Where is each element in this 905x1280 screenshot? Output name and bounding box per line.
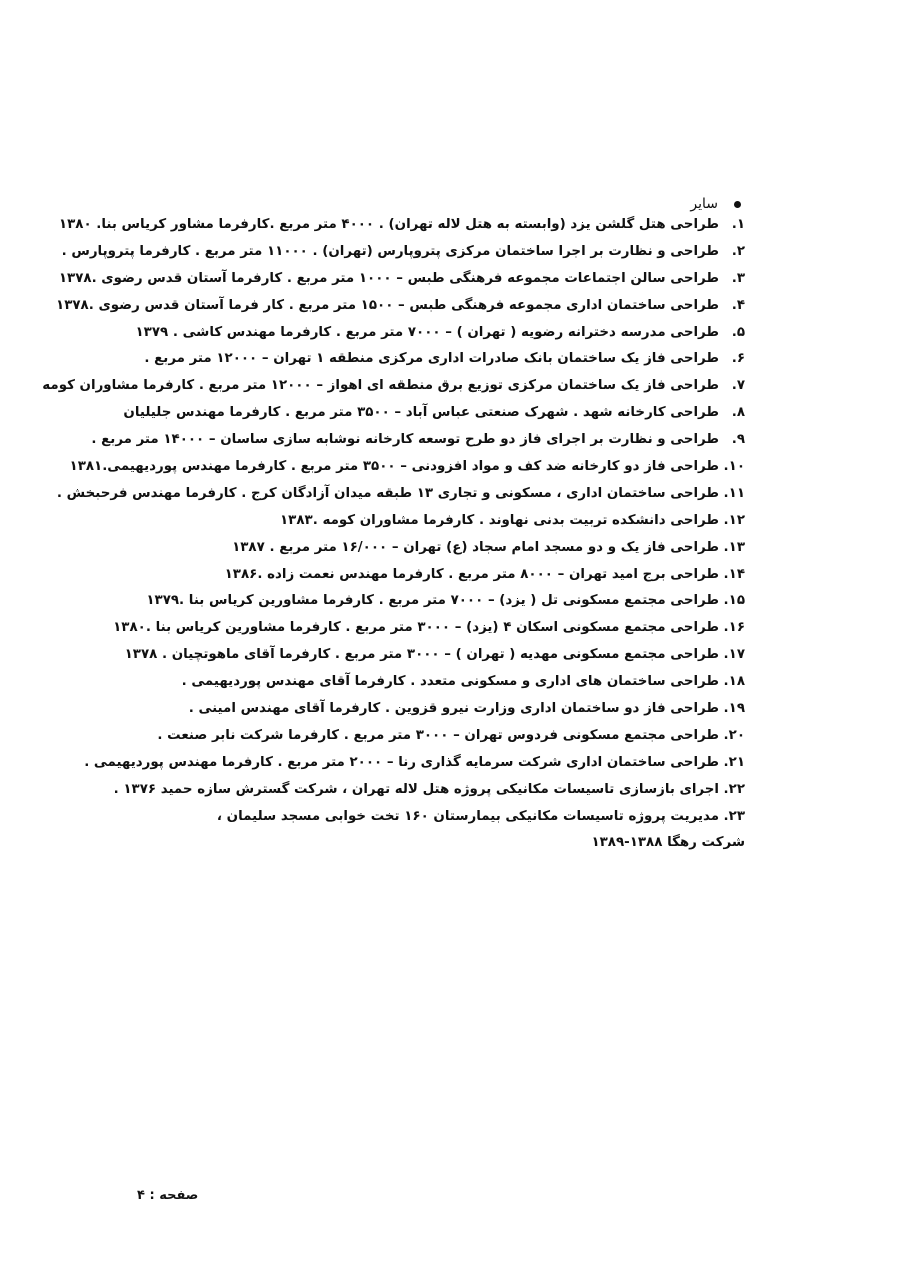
- list-item: [105, 782, 745, 809]
- list-item-text: طراحی فاز یک ساختمان مرکزی توزیع برق منطقه ای اهواز – ۱۲۰۰۰ متر مربع . کارفرما مشاوران کومه: [42, 378, 719, 394]
- list-item-text: طراحی ساختمان های اداری و مسکونی متعدد . کارفرما آقای مهندس پوردیهیمی .: [181, 674, 719, 690]
- list-item-number: ۱۸.: [723, 674, 745, 690]
- list-item: [58, 270, 745, 298]
- list-item: [105, 728, 745, 755]
- list-item-text: مدیریت پروژه تاسیسات مکانیکی بیمارستان ۱۶۰ تخت خوابی مسجد سلیمان ،: [216, 808, 719, 824]
- list-item: [105, 513, 745, 540]
- list-item-text: طراحی ساختمان اداری مجموعه فرهنگی طبس – ۱۵۰۰ متر مربع . کار فرما آستان قدس رضوی .۱۳۷۸: [56, 297, 719, 313]
- list-item: [105, 647, 745, 674]
- list-item-text: طراحی ساختمان اداری ، مسکونی و تجاری ۱۳ طبقه میدان آزادگان کرج . کارفرما مهندس فرحبخش .: [56, 485, 719, 501]
- list-item: [105, 325, 745, 352]
- list-item: [56, 297, 745, 325]
- list-item: [42, 378, 745, 405]
- list-item-text: طراحی مجتمع مسکونی اسکان ۴ (یزد) – ۳۰۰۰ متر مربع . کارفرما مشاورین کریاس بنا .۱۳۸۰: [113, 620, 719, 636]
- list-item-text: طراحی و نظارت بر اجرای فاز دو طرح توسعه کارخانه نوشابه سازی ساسان – ۱۴۰۰۰ متر مربع .: [91, 432, 719, 448]
- list-tail-text: شرکت رهگا ۱۳۸۸-۱۳۸۹: [591, 835, 745, 851]
- list-item-number: ۱۷.: [723, 647, 745, 663]
- list-item: [105, 701, 745, 728]
- list-item-text: طراحی فاز یک ساختمان بانک صادرات اداری مرکزی منطقه ۱ تهران – ۱۲۰۰۰ متر مربع .: [144, 351, 719, 367]
- list-item-text: طراحی هتل گلشن یزد (وابسته به هتل لاله تهران) . ۴۰۰۰ متر مربع .کارفرما مشاور کریاس بنا. ۱۳۸۰: [58, 217, 719, 232]
- list-item-number: ۷.: [731, 378, 745, 394]
- list-item-text: طراحی فاز دو کارخانه ضد کف و مواد افزودنی – ۳۵۰۰ متر مربع . کارفرما مهندس پوردیهیمی.۱۳۸۱: [69, 459, 719, 475]
- list-item-text: طراحی و نظارت بر اجرا ساختمان مرکزی پتروپارس (تهران) . ۱۱۰۰۰ متر مربع . کارفرما پتروپارس .: [61, 243, 719, 259]
- list-item-number: ۳.: [731, 270, 745, 286]
- list-item-number: ۱۶.: [723, 620, 745, 636]
- list-item: [58, 217, 745, 244]
- list-item-text: طراحی سالن اجتماعات مجموعه فرهنگی طبس – ۱۰۰۰ متر مربع . کارفرما آستان قدس رضوی .۱۳۷۸: [58, 270, 719, 286]
- list-item: [105, 567, 745, 594]
- list-item: [91, 432, 745, 459]
- list-item-number: ۱.: [731, 217, 745, 232]
- list-item-text: طراحی کارخانه شهد . شهرک صنعتی عباس آباد – ۳۵۰۰ متر مربع . کارفرما مهندس جلیلیان: [123, 405, 719, 421]
- list-item: [105, 540, 745, 567]
- project-list: [42, 217, 745, 835]
- list-item-text: طراحی ساختمان اداری شرکت سرمایه گذاری رنا – ۲۰۰۰ متر مربع . کارفرما مهندس پوردیهیمی .: [84, 754, 719, 770]
- section-heading-text: سایر: [690, 196, 718, 212]
- list-item: [105, 674, 745, 701]
- list-item-number: ۱۲.: [723, 512, 745, 528]
- list-item-number: ۲۳.: [723, 808, 745, 824]
- list-item: [84, 754, 745, 782]
- list-item: [61, 243, 745, 271]
- project-list-section: [42, 191, 745, 861]
- list-item-number: ۲۰.: [723, 727, 745, 743]
- list-item-text: طراحی فاز دو ساختمان اداری وزارت نیرو قزوین . کارفرما آقای مهندس امینی .: [188, 701, 719, 717]
- list-item-number: ۸.: [731, 405, 745, 421]
- list-item-number: ۲۲.: [723, 781, 745, 797]
- list-item: [105, 593, 745, 620]
- list-item-number: ۱۴.: [723, 566, 745, 582]
- list-item-number: ۲.: [731, 243, 745, 259]
- list-item-number: ۱۹.: [723, 701, 745, 717]
- list-item-text: طراحی دانشکده تربیت بدنی نهاوند . کارفرما مشاوران کومه .۱۳۸۳: [280, 512, 719, 528]
- list-item-number: ۱۵.: [723, 593, 745, 609]
- list-item-number: ۵.: [731, 324, 745, 340]
- section-heading: [105, 191, 745, 217]
- list-item: [105, 405, 745, 432]
- list-item-number: ۶.: [731, 351, 745, 367]
- list-item-text: طراحی برج امید تهران – ۸۰۰۰ متر مربع . کارفرما مهندس نعمت زاده .۱۳۸۶: [224, 566, 719, 582]
- page-number: صفحه : ۴: [137, 1188, 199, 1203]
- list-item-number: ۱۳.: [723, 539, 745, 555]
- list-item: [105, 620, 745, 647]
- list-item-number: ۹.: [731, 432, 745, 448]
- list-item-text: طراحی مجتمع مسکونی فردوس تهران – ۳۰۰۰ متر مربع . کارفرما شرکت نابر صنعت .: [157, 727, 719, 743]
- list-item-number: ۱۱.: [723, 485, 745, 501]
- list-item: [105, 809, 745, 836]
- list-item-number: ۱۰.: [723, 459, 745, 475]
- bullet-icon: [734, 201, 741, 208]
- list-item-text: طراحی مجتمع مسکونی مهدیه ( تهران ) – ۳۰۰۰ متر مربع . کارفرما آقای ماهوتچیان . ۱۳۷۸: [124, 647, 719, 663]
- list-item-text: طراحی مجتمع مسکونی تل ( یزد) – ۷۰۰۰ متر مربع . کارفرما مشاورین کریاس بنا .۱۳۷۹: [146, 593, 719, 609]
- list-item-text: طراحی مدرسه دخترانه رضویه ( تهران ) – ۷۰۰۰ متر مربع . کارفرما مهندس کاشی . ۱۳۷۹: [135, 324, 719, 340]
- list-item: [69, 459, 745, 486]
- list-item-number: ۴.: [731, 297, 745, 313]
- list-item-text: اجرای بازسازی تاسیسات مکانیکی پروژه هتل لاله تهران ، شرکت گسترش سازه حمید ۱۳۷۶ .: [113, 781, 719, 797]
- list-item-number: ۲۱.: [723, 754, 745, 770]
- list-item: [105, 351, 745, 378]
- list-item-text: طراحی فاز یک و دو مسجد امام سجاد (ع) تهران – ۱۶/۰۰۰ متر مربع . ۱۳۸۷: [232, 539, 719, 555]
- list-item: [56, 485, 745, 513]
